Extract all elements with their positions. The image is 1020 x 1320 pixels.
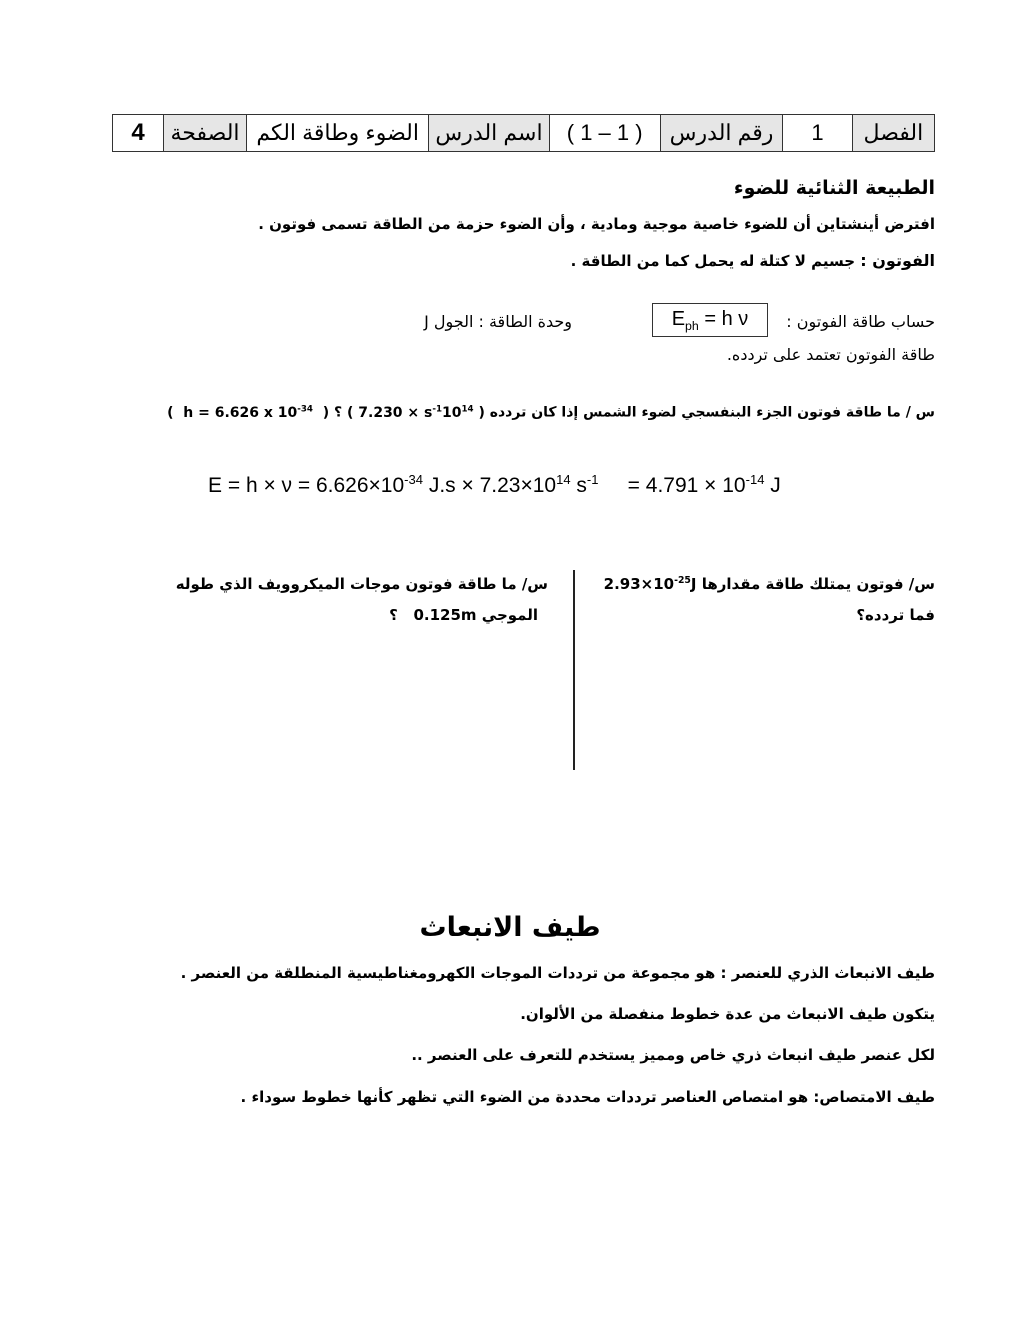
- unique-spectrum-text: لكل عنصر طيف انبعاث ذري خاص ومميز يستخدم للتعرف على العنصر ..: [411, 1046, 935, 1064]
- column-divider: [573, 570, 575, 770]
- question-violet-text: س / ما طاقة فوتون الجزء البنفسجي لضوء الشمس إذا كان تردده: [489, 404, 935, 421]
- photon-definition: [571, 251, 935, 270]
- lesson-name-label: اسم الدرس: [429, 115, 549, 152]
- solution-violet-photon-energy: $E = h \times \nu = 6.626\times 10^{-34}$ $J.s \times 7.23\times 10^{14}$ $s^{-1}$ = $4.791 \times 10^{-14}$ J: [208, 472, 781, 497]
- lesson-name-value: الضوء وطاقة الكم: [246, 115, 428, 152]
- question-violet-frequency: ( $7.230 \times s^{-1}10^{14}$ ): [346, 404, 485, 421]
- question-photon-frequency-text: س/ فوتون يمتلك طاقة مقدارها: [701, 575, 935, 593]
- energy-calc-label: حساب طاقة الفوتون :: [786, 312, 935, 331]
- page-label: الصفحة: [164, 115, 247, 152]
- question-microwave-photon: س/ ما طاقة فوتون موجات الميكروويف الذي طوله: [175, 575, 548, 593]
- absorption-def-text: هو امتصاص العناصر ترددات محددة من الضوء التي تظهر كأنها خطوط سوداء .: [240, 1088, 809, 1106]
- photon-term: الفوتون :: [860, 251, 935, 270]
- energy-unit-text: وحدة الطاقة : الجول J: [424, 312, 572, 331]
- section-title-dual-nature: الطبيعة الثنائية للضوء: [733, 177, 935, 199]
- question-photon-frequency: [598, 575, 935, 593]
- photon-energy-formula-box: [652, 303, 768, 337]
- emission-def-text: هو مجموعة من ترددات الموجات الكهرومغناطيسية المنطلقة من العنصر .: [180, 964, 716, 982]
- photon-energy-formula: $E_{ph} = h$ ν: [671, 307, 749, 333]
- lesson-header-table: [112, 114, 935, 152]
- section-title-emission-spectrum: طيف الانبعاث: [419, 912, 601, 943]
- given-planck-constant: ( h = 6.626 x $10^{-34}$ ): [167, 404, 330, 421]
- lesson-number-label: رقم الدرس: [660, 115, 783, 152]
- chapter-value: 1: [783, 115, 852, 152]
- given-wavelength: 0.125m: [413, 606, 477, 624]
- lesson-number-value: ( 1 – 1 ): [549, 115, 660, 152]
- chapter-label: الفصل: [852, 115, 934, 152]
- question-violet-photon: س / ما طاقة فوتون الجزء البنفسجي لضوء الشمس إذا كان تردده ( $7.230 \times s^{-1}10^{14}$ ) ؟ ( h = 6.626 x $10^{-34}$ ): [167, 404, 935, 421]
- question-photon-frequency-line2: فما تردده؟: [856, 606, 935, 624]
- question-microwave-line2: الموجي 0.125m ؟: [389, 606, 538, 624]
- absorption-term: طيف الامتصاص:: [813, 1088, 935, 1106]
- emission-lines-text: يتكون طيف الانبعاث من عدة خطوط منفصلة من الألوان.: [520, 1005, 935, 1023]
- given-photon-energy: $2.93\times 10^{-25}J$: [603, 575, 697, 593]
- absorption-spectrum-definition: [241, 1088, 935, 1106]
- emission-term: طيف الانبعاث الذري للعنصر :: [720, 964, 935, 982]
- photon-def-text: جسيم لا كتلة له يحمل كما من الطاقة .: [570, 252, 856, 270]
- emission-spectrum-definition: [181, 964, 935, 982]
- page-number: 4: [113, 115, 164, 152]
- energy-depends-text: طاقة الفوتون تعتمد على تردده.: [726, 345, 935, 364]
- einstein-paragraph: افترض أينشتاين أن للضوء خاصية موجية ومادية ، وأن الضوء حزمة من الطاقة تسمى فوتون .: [258, 215, 935, 233]
